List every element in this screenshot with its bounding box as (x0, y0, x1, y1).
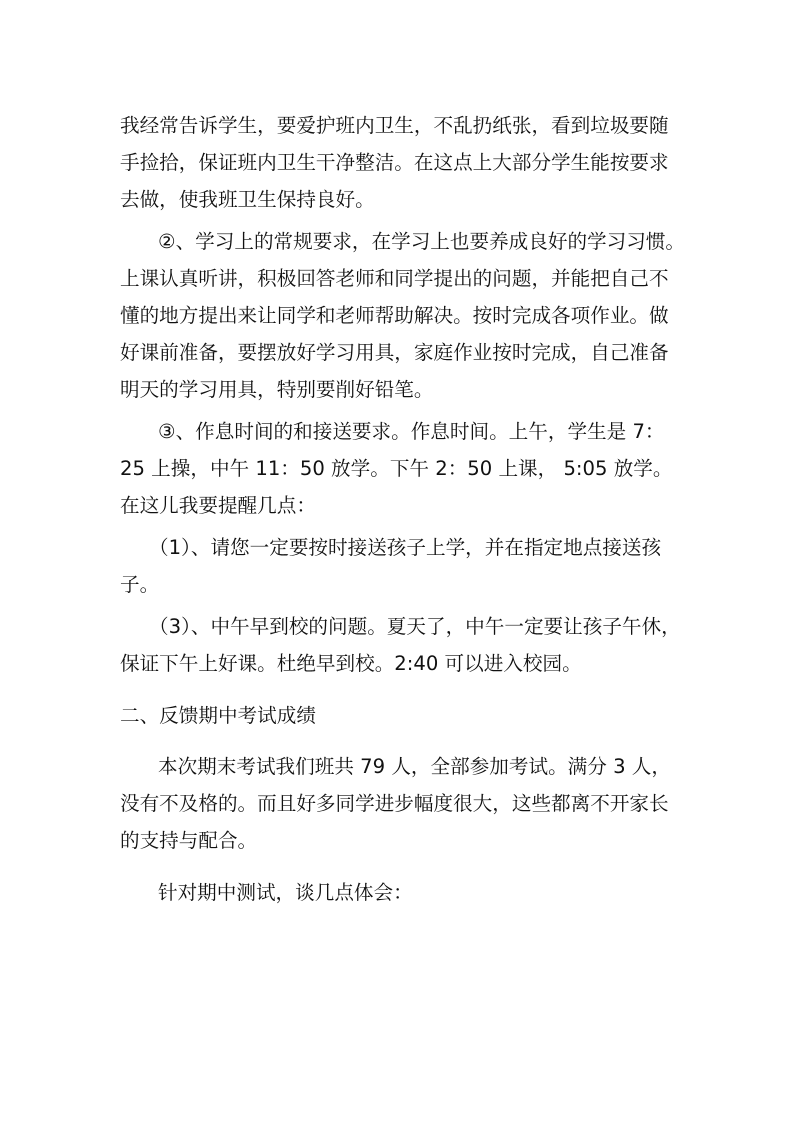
paragraph-line: 我经常告诉学生，要爱护班内卫生，不乱扔纸张，看到垃圾要随 (120, 114, 669, 137)
paragraph-line: 子。 (120, 573, 160, 596)
paragraph-line: 去做，使我班卫生保持良好。 (120, 188, 375, 211)
paragraph-line: 针对期中测试，谈几点体会： (158, 881, 413, 904)
paragraph-line: 上课认真听讲，积极回答老师和同学提出的问题，并能把自己不 (120, 267, 669, 290)
paragraph-line: 保证下午上好课。杜绝早到校。2:40 可以进入校园。 (120, 652, 582, 675)
paragraph-line: 懂的地方提出来让同学和老师帮助解决。按时完成各项作业。做 (120, 304, 669, 327)
paragraph-line: 本次期末考试我们班共 79 人，全部参加考试。满分 3 人， (158, 755, 671, 778)
paragraph-line: （3）、中午早到校的问题。夏天了，中午一定要让孩子午休， (149, 615, 681, 638)
paragraph-line: 没有不及格的。而且好多同学进步幅度很大，这些都离不开家长 (120, 792, 669, 815)
paragraph-line: 25 上操，中午 11：50 放学。下午 2：50 上课， 5:05 放学。 (120, 457, 673, 480)
paragraph-line: ③、作息时间的和接送要求。作息时间。上午，学生是 7： (158, 420, 665, 443)
paragraph-line: 在这儿我要提醒几点： (120, 494, 316, 517)
paragraph-line: 好课前准备，要摆放好学习用具，家庭作业按时完成，自己准备 (120, 341, 669, 364)
paragraph-line: 的支持与配合。 (120, 829, 258, 852)
section-heading: 二、反馈期中考试成绩 (120, 704, 316, 727)
paragraph-line: （1）、请您一定要按时接送孩子上学，并在指定地点接送孩 (149, 536, 662, 559)
paragraph-line: 手捡拾，保证班内卫生干净整洁。在这点上大部分学生能按要求 (120, 151, 669, 174)
paragraph-line: ②、学习上的常规要求，在学习上也要养成良好的学习习惯。 (158, 230, 686, 253)
paragraph-line: 明天的学习用具，特别要削好铅笔。 (120, 378, 434, 401)
